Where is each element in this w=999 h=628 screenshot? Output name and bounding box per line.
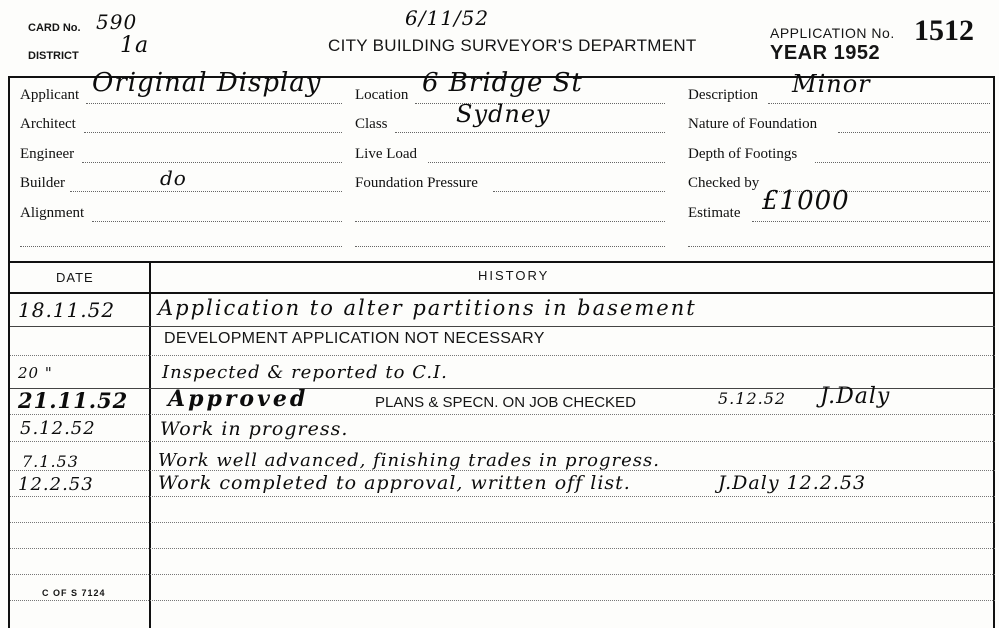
history-row-line xyxy=(10,548,995,549)
builder-value: do xyxy=(160,166,187,190)
applicant-dots xyxy=(86,103,342,104)
left-border-line xyxy=(8,76,10,628)
blank-dots-col3 xyxy=(688,246,990,247)
live-load-label: Live Load xyxy=(355,146,418,162)
history-column-header: HISTORY xyxy=(478,268,550,283)
history-row-line xyxy=(10,522,995,523)
card-number-value: 590 xyxy=(96,10,138,34)
engineer-label: Engineer xyxy=(20,146,75,162)
engineer-dots xyxy=(82,162,342,163)
history-row-line xyxy=(10,496,995,497)
location-value: 6 Bridge St xyxy=(422,68,583,98)
history-stamp: DEVELOPMENT APPLICATION NOT NECESSARY xyxy=(164,330,545,347)
description-label: Description xyxy=(688,87,758,103)
district-value: 1a xyxy=(120,33,150,58)
history-entry: Work well advanced, finishing trades in progress. xyxy=(158,450,660,471)
checked-by-label: Checked by xyxy=(688,175,760,191)
foundation-pressure-dots xyxy=(493,191,665,192)
form-number: C OF S 7124 xyxy=(42,588,106,598)
blank-dots-col2a xyxy=(355,221,665,222)
history-row-line xyxy=(10,414,995,415)
estimate-value: £1000 xyxy=(762,186,850,216)
applicant-label: Applicant xyxy=(20,87,80,103)
estimate-dots xyxy=(752,221,990,222)
blank-dots-col1 xyxy=(20,246,342,247)
nature-of-foundation-label: Nature of Foundation xyxy=(688,116,818,132)
header-bottom-line xyxy=(8,292,995,294)
history-entry: Approved xyxy=(168,386,309,412)
history-top-line xyxy=(8,261,995,263)
depth-of-footings-dots xyxy=(815,162,990,163)
application-number: 1512 xyxy=(914,14,974,47)
history-date: 5.12.52 xyxy=(20,418,96,439)
card-number-label: CARD No. xyxy=(28,22,81,34)
history-date: 7.1.53 xyxy=(22,452,79,471)
history-row-line xyxy=(10,574,995,575)
estimate-label: Estimate xyxy=(688,205,741,221)
history-row-line xyxy=(10,326,995,327)
foundation-pressure-label: Foundation Pressure xyxy=(355,175,478,191)
stamp-date: 5.12.52 xyxy=(718,389,787,408)
history-entry: Work completed to approval, written off list. xyxy=(158,472,631,494)
district-label: DISTRICT xyxy=(28,50,79,62)
top-handwritten-date: 6/11/52 xyxy=(405,6,490,30)
nature-of-foundation-dots xyxy=(838,132,990,133)
architect-label: Architect xyxy=(20,116,76,132)
history-row-line xyxy=(10,600,995,601)
department-title: CITY BUILDING SURVEYOR'S DEPARTMENT xyxy=(328,36,697,55)
history-date: 21.11.52 xyxy=(18,388,129,413)
alignment-label: Alignment xyxy=(20,205,85,221)
application-label: APPLICATION No. xyxy=(770,25,895,41)
builder-label: Builder xyxy=(20,175,65,191)
history-date: 20 " xyxy=(18,364,53,382)
class-label: Class xyxy=(355,116,388,132)
history-row-line xyxy=(10,355,995,356)
stamp-signature: J.Daly xyxy=(820,384,891,409)
location-label: Location xyxy=(355,87,409,103)
history-signature: J.Daly 12.2.53 xyxy=(718,472,867,494)
history-stamp: PLANS & SPECN. ON JOB CHECKED xyxy=(375,394,636,411)
class-dots xyxy=(395,132,665,133)
history-entry: Inspected & reported to C.I. xyxy=(162,362,448,383)
builder-dots xyxy=(70,191,342,192)
history-row-line xyxy=(10,441,995,442)
architect-dots xyxy=(84,132,342,133)
history-entry: Application to alter partitions in basement xyxy=(158,296,697,320)
application-year: YEAR 1952 xyxy=(770,42,881,64)
description-value: Minor xyxy=(792,70,871,98)
applicant-value: Original Display xyxy=(92,68,322,98)
alignment-dots xyxy=(92,221,342,222)
history-date: 18.11.52 xyxy=(18,298,116,322)
blank-dots-col2b xyxy=(355,246,665,247)
right-border-line xyxy=(993,76,995,628)
depth-of-footings-label: Depth of Footings xyxy=(688,146,798,162)
live-load-dots xyxy=(428,162,665,163)
history-date: 12.2.53 xyxy=(18,474,94,495)
date-column-header: DATE xyxy=(56,270,94,285)
description-dots xyxy=(768,103,990,104)
history-entry: Work in progress. xyxy=(160,418,349,440)
class-value: Sydney xyxy=(456,100,551,128)
